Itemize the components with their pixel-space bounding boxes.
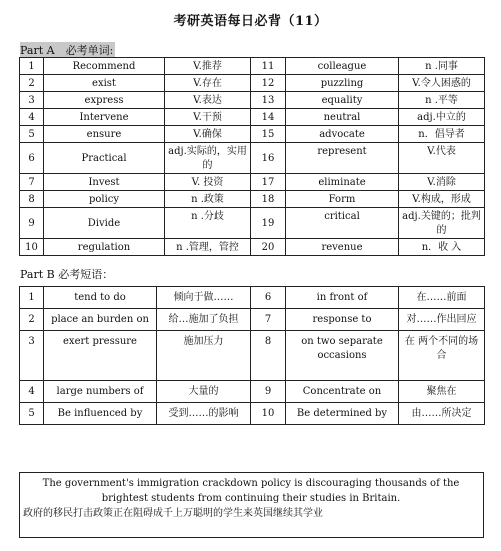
row-number-cell: 13 — [251, 92, 286, 109]
chinese-meaning-cell: 大量的 — [157, 381, 251, 403]
row-number-cell: 12 — [251, 75, 286, 92]
english-word-cell: critical — [286, 208, 399, 239]
row-number-cell: 2 — [20, 75, 44, 92]
row-number-cell: 1 — [20, 287, 44, 309]
row-number-cell: 14 — [251, 109, 286, 126]
english-phrase-cell: Concentrate on — [286, 381, 399, 403]
chinese-meaning-cell: 施加压力 — [157, 331, 251, 381]
table-row — [20, 381, 485, 403]
chinese-meaning-cell: n .管理，管控 — [165, 239, 251, 256]
row-number-cell: 10 — [20, 239, 44, 256]
row-number-cell: 17 — [251, 174, 286, 191]
chinese-meaning-cell: V.消除 — [399, 174, 485, 191]
chinese-meaning-cell: n .同事 — [399, 58, 485, 75]
row-number-cell: 15 — [251, 126, 286, 143]
row-number-cell: 7 — [251, 309, 286, 331]
table-row — [20, 309, 485, 331]
english-phrase-cell: large numbers of — [44, 381, 157, 403]
english-phrase-cell: place an burden on — [44, 309, 157, 331]
row-number-cell: 5 — [20, 126, 44, 143]
row-number-cell: 10 — [251, 403, 286, 425]
chinese-meaning-cell: 给…施加了负担 — [157, 309, 251, 331]
english-word-cell: Invest — [44, 174, 165, 191]
chinese-meaning-cell: 对……作出回应 — [399, 309, 485, 331]
chinese-meaning-cell: V.干预 — [165, 109, 251, 126]
chinese-meaning-cell: 在……前面 — [399, 287, 485, 309]
row-number-cell: 8 — [20, 191, 44, 208]
english-word-cell: policy — [44, 191, 165, 208]
chinese-meaning-cell: 受到……的影响 — [157, 403, 251, 425]
chinese-meaning-cell: adj.中立的 — [399, 109, 485, 126]
english-word-cell: puzzling — [286, 75, 399, 92]
chinese-meaning-cell: 由……所决定 — [399, 403, 485, 425]
table-row — [20, 58, 485, 75]
row-number-cell: 16 — [251, 143, 286, 174]
english-word-cell: Intervene — [44, 109, 165, 126]
chinese-meaning-cell: adj.关键的；批判的 — [399, 208, 485, 239]
table-row — [20, 126, 485, 143]
row-number-cell: 4 — [20, 109, 44, 126]
english-phrase-cell: Be influenced by — [44, 403, 157, 425]
row-number-cell: 5 — [20, 403, 44, 425]
table-row — [20, 75, 485, 92]
chinese-meaning-cell: adj.实际的，实用的 — [165, 143, 251, 174]
table-row — [20, 239, 485, 256]
english-word-cell: Recommend — [44, 58, 165, 75]
row-number-cell: 1 — [20, 58, 44, 75]
row-number-cell: 19 — [251, 208, 286, 239]
part-b-label: Part B 必考短语： — [20, 268, 114, 281]
part-a-label: Part A 必考单词: — [20, 44, 114, 57]
english-phrase-cell: exert pressure — [44, 331, 157, 381]
english-word-cell: advocate — [286, 126, 399, 143]
sentence-english: The government's immigration crackdown policy is discouraging thousands of the brightest students from continuing their studies in Britain. — [42, 478, 460, 504]
chinese-meaning-cell: V.存在 — [165, 75, 251, 92]
english-word-cell: equality — [286, 92, 399, 109]
sentence-chinese: 政府的移民打击政策正在阻碍成千上万聪明的学生来英国继续其学业 — [23, 508, 323, 519]
table-row — [20, 143, 485, 174]
english-word-cell: neutral — [286, 109, 399, 126]
chinese-meaning-cell: V.令人困惑的 — [399, 75, 485, 92]
row-number-cell: 9 — [251, 381, 286, 403]
english-word-cell: eliminate — [286, 174, 399, 191]
row-number-cell: 9 — [20, 208, 44, 239]
chinese-meaning-cell: V.代表 — [399, 143, 485, 174]
table-row — [20, 109, 485, 126]
row-number-cell: 20 — [251, 239, 286, 256]
table-row — [20, 287, 485, 309]
chinese-meaning-cell: V. 投资 — [165, 174, 251, 191]
example-sentence-box — [19, 472, 484, 538]
english-word-cell: Divide — [44, 208, 165, 239]
chinese-meaning-cell: n．倡导者 — [399, 126, 485, 143]
english-phrase-cell: Be determined by — [286, 403, 399, 425]
chinese-meaning-cell: 聚焦在 — [399, 381, 485, 403]
vocabulary-table — [19, 57, 485, 256]
chinese-meaning-cell: n .政策 — [165, 191, 251, 208]
chinese-meaning-cell: 倾向于做…… — [157, 287, 251, 309]
english-word-cell: express — [44, 92, 165, 109]
phrase-table — [19, 286, 485, 425]
table-row — [20, 403, 485, 425]
english-word-cell: Practical — [44, 143, 165, 174]
chinese-meaning-cell: V.构成，形成 — [399, 191, 485, 208]
english-word-cell: regulation — [44, 239, 165, 256]
table-row — [20, 92, 485, 109]
english-word-cell: ensure — [44, 126, 165, 143]
table-row — [20, 208, 485, 239]
table-row — [20, 191, 485, 208]
chinese-meaning-cell: V.确保 — [165, 126, 251, 143]
english-word-cell: represent — [286, 143, 399, 174]
row-number-cell: 3 — [20, 331, 44, 381]
chinese-meaning-cell: n．收 入 — [399, 239, 485, 256]
row-number-cell: 18 — [251, 191, 286, 208]
table-row — [20, 331, 485, 381]
english-phrase-cell: on two separate occasions — [286, 331, 399, 381]
row-number-cell: 3 — [20, 92, 44, 109]
row-number-cell: 2 — [20, 309, 44, 331]
chinese-meaning-cell: V.推荐 — [165, 58, 251, 75]
english-phrase-cell: response to — [286, 309, 399, 331]
chinese-meaning-cell: n .分歧 — [165, 208, 251, 239]
table-row — [20, 174, 485, 191]
page-title: 考研英语每日必背（11） — [173, 14, 328, 29]
row-number-cell: 4 — [20, 381, 44, 403]
chinese-meaning-cell: 在 两个不同的场合 — [399, 331, 485, 381]
english-word-cell: revenue — [286, 239, 399, 256]
english-phrase-cell: tend to do — [44, 287, 157, 309]
row-number-cell: 11 — [251, 58, 286, 75]
english-word-cell: exist — [44, 75, 165, 92]
english-word-cell: Form — [286, 191, 399, 208]
chinese-meaning-cell: n .平等 — [399, 92, 485, 109]
row-number-cell: 7 — [20, 174, 44, 191]
row-number-cell: 6 — [20, 143, 44, 174]
english-word-cell: colleague — [286, 58, 399, 75]
english-phrase-cell: in front of — [286, 287, 399, 309]
row-number-cell: 6 — [251, 287, 286, 309]
row-number-cell: 8 — [251, 331, 286, 381]
chinese-meaning-cell: V.表达 — [165, 92, 251, 109]
